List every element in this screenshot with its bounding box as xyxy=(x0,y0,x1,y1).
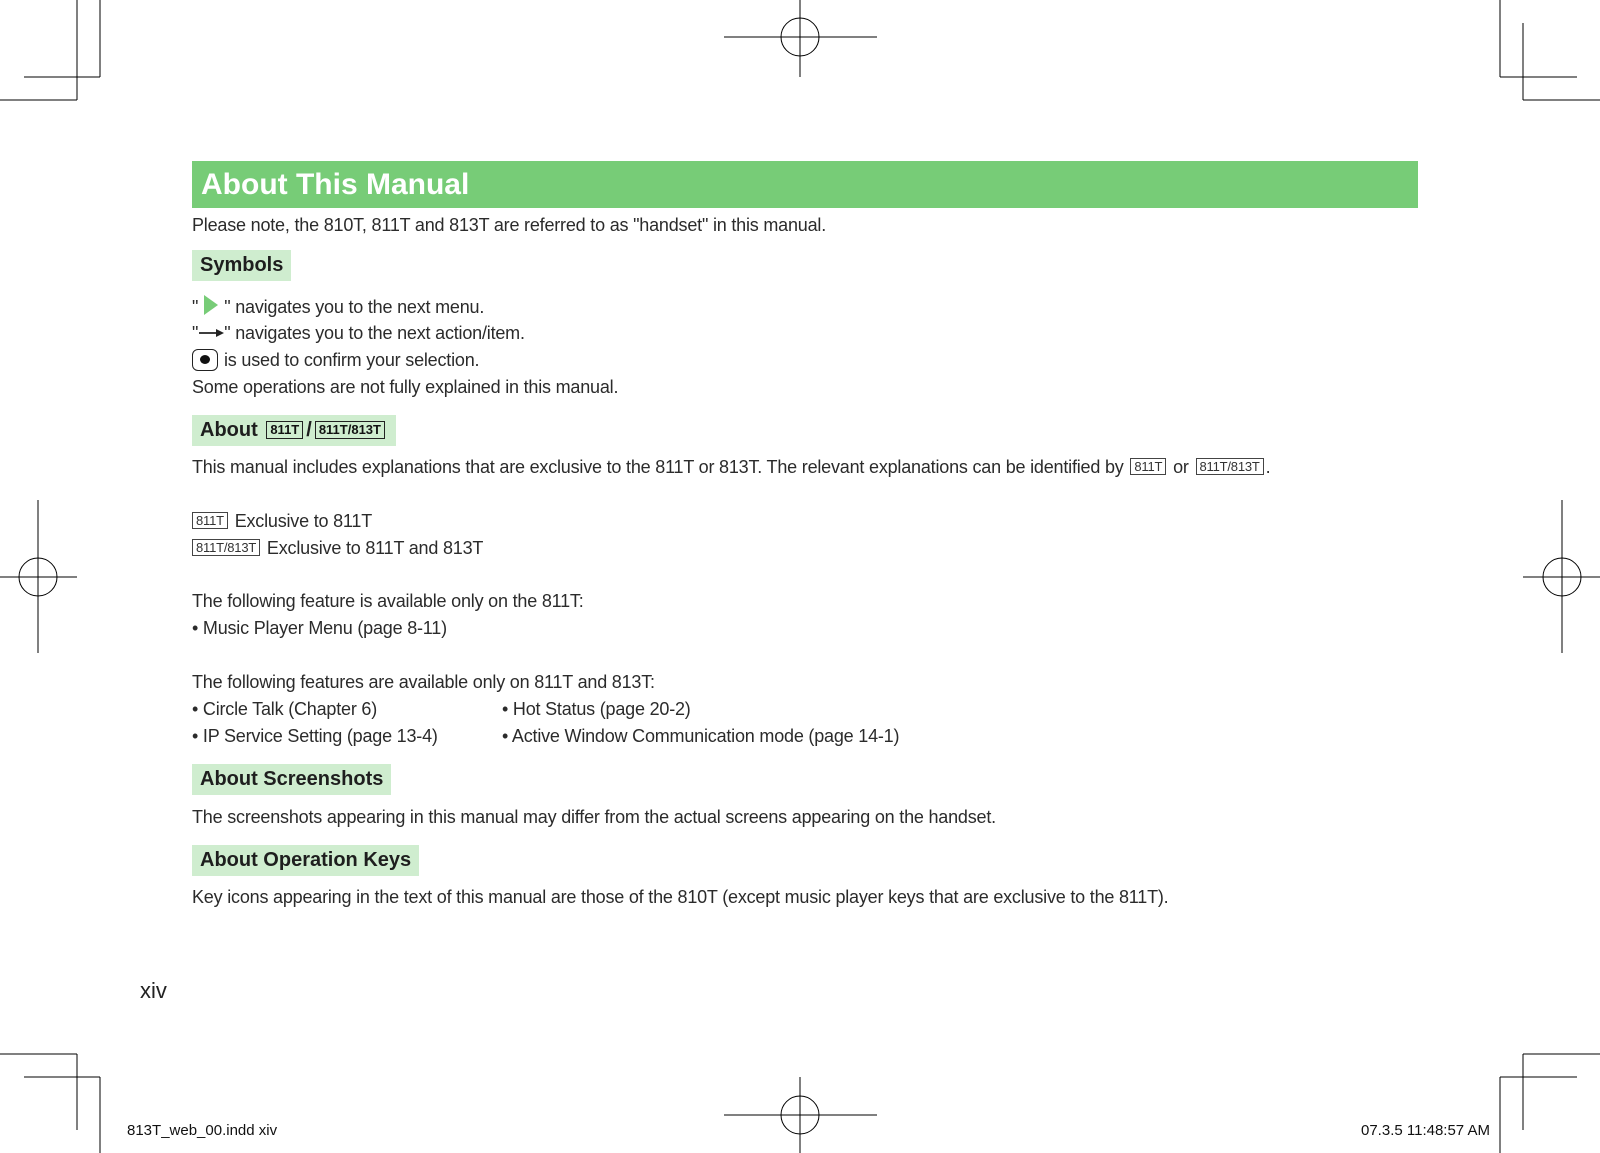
symbol-line-text: " navigates you to the next action/item. xyxy=(224,323,525,343)
symbol-line-text: is used to confirm your selection. xyxy=(224,350,480,370)
slug-file-info: 813T_web_00.indd xiv xyxy=(127,1122,278,1139)
desc-end: . xyxy=(1265,457,1271,477)
section-heading-about-models xyxy=(192,415,396,446)
heading-separator: / xyxy=(306,419,312,441)
list-item: • Active Window Communication mode (page 14-1) xyxy=(502,726,900,746)
exclusive-811t-line xyxy=(192,510,372,532)
symbol-line-next-action xyxy=(192,322,525,344)
center-key-icon xyxy=(192,349,218,371)
section-heading-operation-keys: About Operation Keys xyxy=(192,845,419,876)
section-heading-screenshots: About Screenshots xyxy=(192,764,391,795)
list-item: • Hot Status (page 20-2) xyxy=(502,699,691,719)
badge-811t: 811T xyxy=(266,421,303,439)
next-menu-arrow-icon xyxy=(204,295,218,315)
symbol-line-confirm xyxy=(192,349,479,371)
desc-text: This manual includes explanations that are exclusive to the 811T or 813T. The relevant explanations can be identified by xyxy=(192,457,1124,477)
desc-or: or xyxy=(1173,457,1189,477)
badge-811t: 811T xyxy=(1130,458,1166,475)
badge-811t-813t: 811T/813T xyxy=(192,539,260,556)
next-action-arrow-icon xyxy=(198,328,224,338)
quote-open: " xyxy=(192,297,199,317)
exclusive-811t-813t-line xyxy=(192,537,483,559)
quote-open: " xyxy=(192,323,199,343)
symbol-line-next-menu xyxy=(192,295,484,318)
list-item: • Circle Talk (Chapter 6) xyxy=(192,699,378,719)
slug-timestamp: 07.3.5 11:48:57 AM xyxy=(1361,1122,1490,1139)
features-both-intro: The following features are available only on 811T and 813T: xyxy=(192,672,655,692)
exclusive-text: Exclusive to 811T xyxy=(234,511,373,531)
symbol-line-note: Some operations are not fully explained in this manual. xyxy=(192,377,619,397)
intro-text: Please note, the 810T, 811T and 813T are referred to as "handset" in this manual. xyxy=(192,215,826,235)
badge-811t-813t: 811T/813T xyxy=(1196,458,1264,475)
about-models-desc xyxy=(192,456,1270,478)
section-heading-symbols: Symbols xyxy=(192,250,291,281)
screenshots-text: The screenshots appearing in this manual may differ from the actual screens appearing on the handset. xyxy=(192,807,996,827)
exclusive-text: Exclusive to 811T and 813T xyxy=(266,538,484,558)
badge-811t: 811T xyxy=(192,512,228,529)
page-title: About This Manual xyxy=(192,161,1418,208)
list-item: • Music Player Menu (page 8-11) xyxy=(192,618,447,638)
list-item: • IP Service Setting (page 13-4) xyxy=(192,726,438,746)
feature-811-intro: The following feature is available only on the 811T: xyxy=(192,591,584,611)
page-number: xiv xyxy=(140,978,167,1003)
symbol-line-text: " navigates you to the next menu. xyxy=(224,297,485,317)
heading-label: About xyxy=(200,419,258,441)
operation-keys-text: Key icons appearing in the text of this manual are those of the 810T (except music player keys that are exclusive to the 811T). xyxy=(192,887,1169,907)
badge-811t-813t: 811T/813T xyxy=(315,421,385,439)
